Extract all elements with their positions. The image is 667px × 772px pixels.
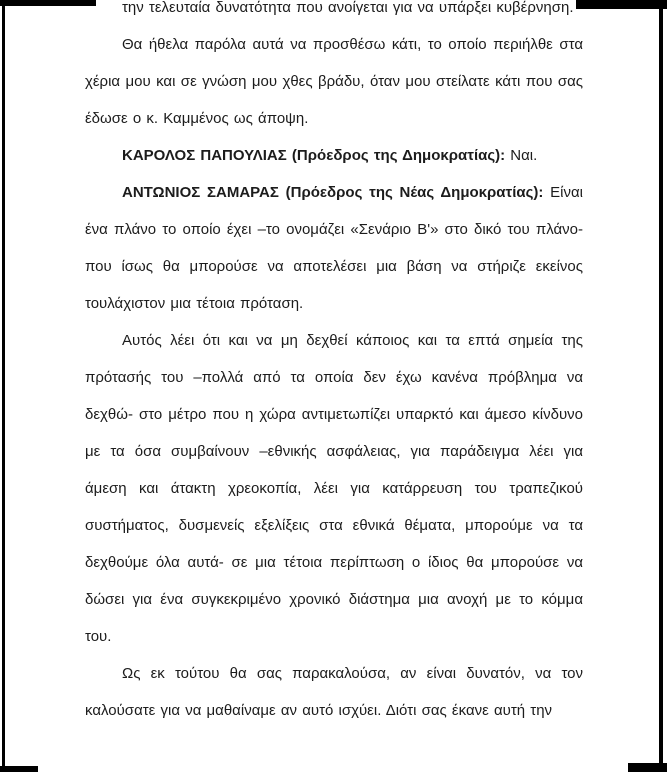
speaker-name: ΑΝΤΩΝΙΟΣ ΣΑΜΑΡΑΣ (Πρόεδρος της Νέας Δημοκρατίας): [122,184,544,201]
scan-edge-left [2,0,5,772]
scan-mark-bottom-right [628,763,667,772]
paragraph-text: Είναι ένα πλάνο το οποίο έχει –το ονομάζει «Σενάριο Β'» στο δικό του πλάνο- που ίσως θα μπορούσε να αποτελέσει μια βάση να στήριζε εκείνος τουλάχιστον μια τέτοια πρόταση. [85,184,584,312]
scan-edge-right [659,0,663,772]
paragraph-text: Ως εκ τούτου θα σας παρακαλούσα, αν είναι δυνατόν, να τον καλούσατε για να μαθαίναμε αν αυτό ισχύει. Διότι σας έκανε αυτή την [85,665,583,719]
paragraph-text: Θα ήθελα παρόλα αυτά να προσθέσω κάτι, το οποίο περιήλθε στα χέρια μου και σε γνώση μου χθες βράδυ, όταν μου στείλατε κάτι που σας έδωσε ο κ. Καμμένος ως άποψη. [85,36,583,127]
speaker-name: ΚΑΡΟΛΟΣ ΠΑΠΟΥΛΙΑΣ (Πρόεδρος της Δημοκρατίας): [122,147,506,164]
paragraph [85,26,583,137]
paragraph-text: Ναι. [505,147,538,164]
paragraph-text: την τελευταία δυνατότητα που ανοίγεται για να υπάρξει κυβέρνηση. [122,0,574,16]
paragraph [85,137,583,174]
paragraph-text: Αυτός λέει ότι και να μη δεχθεί κάποιος και τα επτά σημεία της πρότασής του –πολλά από τα οποία δεν έχω κανένα πρόβλημα να δεχθώ- στο μέτρο που η χώρα αντιμετωπίζει υπαρκτό και άμεσο κίνδυνο με τα όσα συμβαίνουν –εθνικής ασφάλειας, για παράδειγμα λέει για άμεση και άτακτη χρεοκοπία, λέει για κατάρρευση του τραπεζικού συστήματος, δυσμενείς εξελίξεις στα εθνικά θέματα, μπορούμε να τα δεχθούμε όλα αυτά- σε μια τέτοια περίπτωση ο ίδιος θα μπορούσε να δώσει για ένα συγκεκριμένο χρονικό διάστημα μια ανοχή με το κόμμα του. [85,332,583,645]
paragraph [85,655,583,729]
paragraph [85,322,583,655]
paragraph [85,0,583,26]
document-page [85,0,583,729]
paragraph [85,174,583,322]
scan-mark-top-left [0,0,96,6]
scan-mark-bottom-left [0,766,38,772]
scan-mark-top-right [576,0,667,9]
